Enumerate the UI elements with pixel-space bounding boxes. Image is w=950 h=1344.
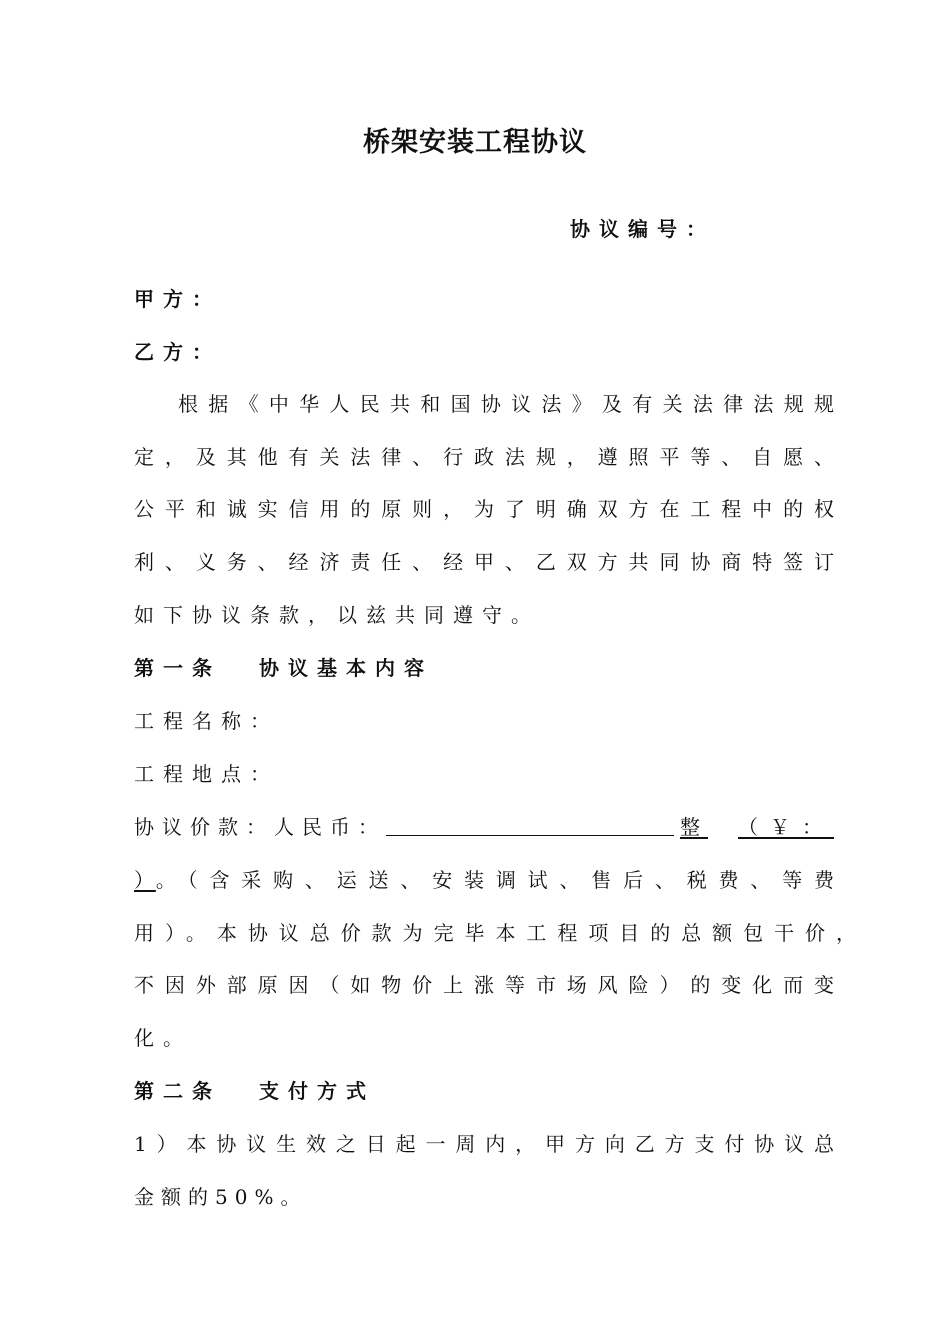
preamble-line: 利、义务、经济责任、经甲、乙双方共同协商特签订 — [134, 550, 834, 574]
contract-price-line — [134, 812, 834, 842]
article-1-heading — [134, 653, 433, 683]
payment-line: 1）本协议生效之日起一周内，甲方向乙方支付协议总 — [134, 1132, 834, 1156]
price-note-text: 。（含采购、运送、安装调试、售后、税费、等费 — [155, 868, 835, 892]
contract-price-label: 协议价款：人民币： — [134, 815, 386, 839]
article-2-title: 支付方式 — [259, 1079, 375, 1103]
article-1-number: 第一条 — [134, 656, 221, 680]
document-title: 桥架安装工程协议 — [363, 127, 587, 158]
payment-line: 金额的50%。 — [134, 1185, 308, 1209]
price-note-line: 用）。本协议总价款为完毕本工程项目的总额包干价， — [134, 921, 856, 945]
party-a-label: 甲方： — [134, 287, 221, 311]
price-note-line: 化。 — [134, 1026, 192, 1050]
price-whole-label: 整 — [680, 815, 708, 839]
party-b-label: 乙方： — [134, 340, 221, 364]
price-yuan-close: ） — [134, 868, 156, 892]
project-location-label: 工程地点： — [134, 762, 279, 786]
project-name-label: 工程名称： — [134, 709, 279, 733]
price-note-line — [134, 865, 834, 895]
preamble-line: 公平和诚实信用的原则，为了明确双方在工程中的权 — [134, 497, 834, 521]
price-yuan-label: （￥： — [738, 815, 834, 839]
price-blank[interactable] — [386, 813, 674, 836]
price-note-line: 不因外部原因（如物价上涨等市场风险）的变化而变 — [134, 973, 834, 997]
article-1-title: 协议基本内容 — [259, 656, 433, 680]
preamble-line: 如下协议条款，以兹共同遵守。 — [134, 603, 540, 627]
contract-number-label: 协议编号： — [570, 217, 715, 241]
article-2-number: 第二条 — [134, 1079, 221, 1103]
preamble-line: 定，及其他有关法律、行政法规，遵照平等、自愿、 — [134, 445, 834, 469]
article-2-heading — [134, 1076, 375, 1106]
preamble-line: 根据《中华人民共和国协议法》及有关法律法规规 — [178, 392, 834, 416]
